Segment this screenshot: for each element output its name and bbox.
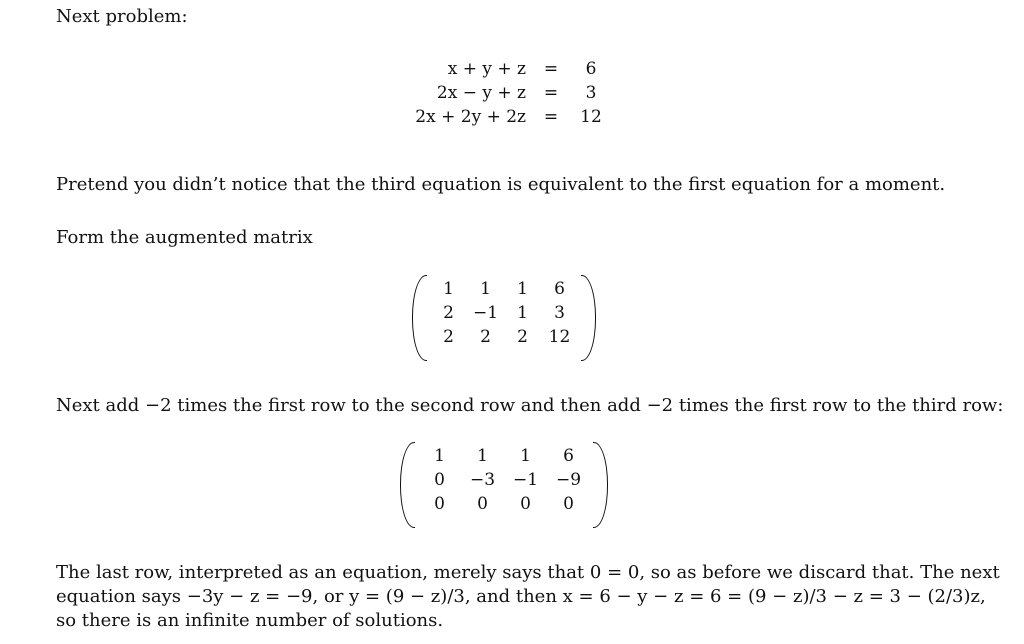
equation-lhs: 2x + 2y + 2z — [415, 107, 526, 127]
matrix-cell: −3 — [469, 470, 496, 490]
equation-lhs: 2x − y + z — [436, 83, 526, 103]
equation-rhs: 3 — [585, 83, 597, 103]
conclusion-line: equation says −3y − z = −9, or y = (9 − z)/3, and then x = 6 − y − z = 6 = (9 − z)/3 − z = 3 − (2/3)z, — [56, 586, 986, 607]
reduced-matrix — [418, 444, 590, 516]
matrix-cell: 0 — [563, 494, 574, 514]
equation-rhs: 12 — [580, 107, 602, 127]
matrix-cell: 1 — [477, 446, 488, 466]
matrix-cell: 1 — [517, 279, 528, 299]
form-paragraph: Form the augmented matrix — [56, 227, 313, 248]
matrix-cell: 1 — [443, 279, 454, 299]
matrix-row — [418, 468, 590, 492]
matrix-row — [418, 492, 590, 516]
heading: Next problem: — [56, 6, 188, 27]
equation-row — [400, 57, 606, 81]
matrix-cell: −1 — [512, 470, 539, 490]
equation-system — [400, 57, 606, 129]
equation-lhs: x + y + z — [447, 59, 526, 79]
right-paren — [593, 442, 608, 528]
matrix-row — [430, 277, 578, 301]
equation-row — [400, 105, 606, 129]
matrix-cell: 0 — [434, 470, 445, 490]
left-paren — [400, 442, 415, 528]
matrix-cell: 0 — [477, 494, 488, 514]
matrix-cell: 1 — [520, 446, 531, 466]
matrix-cell: 6 — [554, 279, 565, 299]
matrix-row — [430, 301, 578, 325]
matrix-cell: 12 — [548, 327, 571, 347]
matrix-cell: 1 — [480, 279, 491, 299]
matrix-cell: 1 — [517, 303, 528, 323]
right-paren — [581, 275, 596, 361]
next-paragraph: Next add −2 times the first row to the second row and then add −2 times the first row to the third row: — [56, 395, 1004, 416]
equation-equals: = — [543, 83, 559, 103]
equation-equals: = — [543, 59, 559, 79]
matrix-cell: 6 — [563, 446, 574, 466]
matrix-cell: 0 — [434, 494, 445, 514]
matrix-cell: 0 — [520, 494, 531, 514]
equation-equals: = — [543, 107, 559, 127]
conclusion-line: The last row, interpreted as an equation, merely says that 0 = 0, so as before we discard that. The next — [56, 562, 1000, 583]
matrix-row — [418, 444, 590, 468]
matrix-row — [430, 325, 578, 349]
matrix-cell: 2 — [517, 327, 528, 347]
matrix-cell: 2 — [480, 327, 491, 347]
left-paren — [412, 275, 427, 361]
equation-rhs: 6 — [585, 59, 597, 79]
pretend-paragraph: Pretend you didn’t notice that the third equation is equivalent to the first equation for a moment. — [56, 174, 946, 195]
matrix-cell: 1 — [434, 446, 445, 466]
matrix-cell: −1 — [472, 303, 499, 323]
matrix-cell: 2 — [443, 327, 454, 347]
augmented-matrix — [430, 277, 578, 349]
matrix-cell: −9 — [555, 470, 582, 490]
matrix-cell: 3 — [554, 303, 565, 323]
equation-row — [400, 81, 606, 105]
conclusion-paragraph — [56, 561, 1000, 633]
conclusion-line: so there is an infinite number of solutions. — [56, 610, 444, 631]
matrix-cell: 2 — [443, 303, 454, 323]
